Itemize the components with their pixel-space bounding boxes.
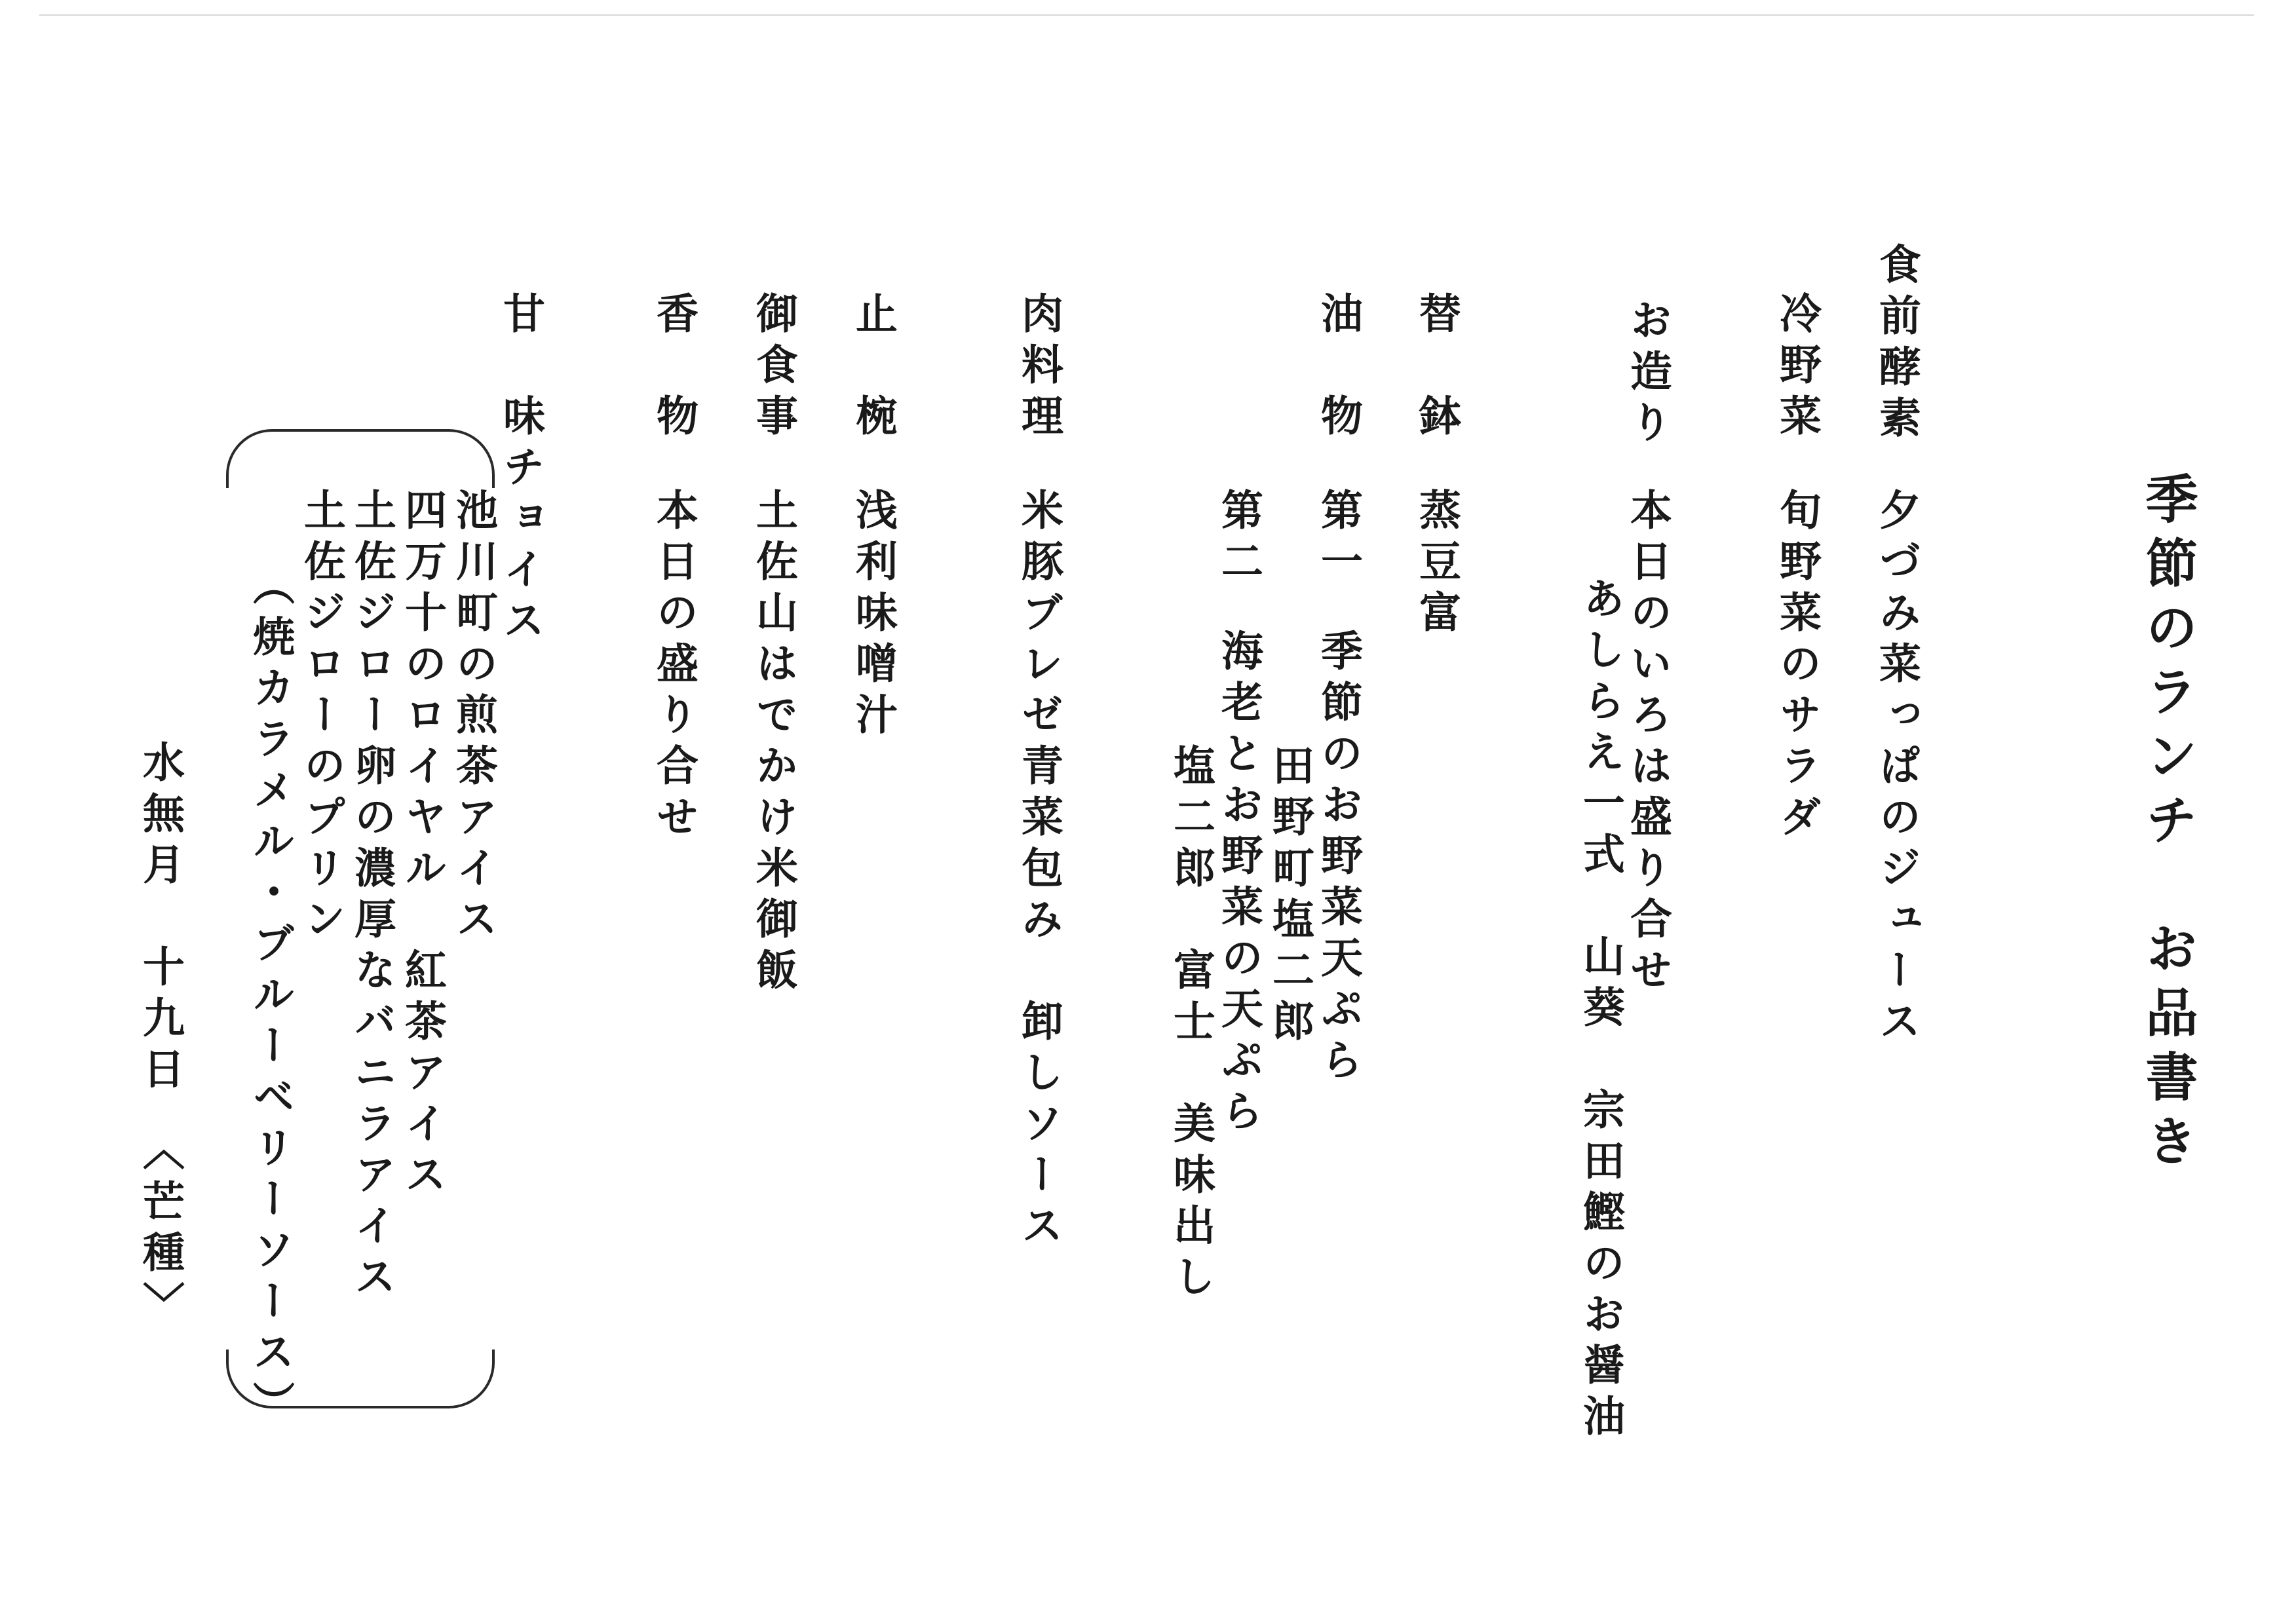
menu-date: 水無月 十九日 〈芒種〉 [136, 740, 185, 1332]
course-dish-salad: 旬野菜のサラダ [1772, 488, 1822, 846]
course-dish-sashimi-1: 本日のいろは盛り合せ [1623, 488, 1672, 999]
menu-title: 季節のランチ お品書き [2137, 472, 2198, 1178]
dessert-choice-2: 四万十のロイヤル 紅茶アイス [398, 488, 447, 1203]
fried-second-label: 第二 [1214, 488, 1263, 590]
course-label-sashimi: お造り [1623, 298, 1672, 451]
course-label-soup: 止 椀 [849, 292, 898, 445]
course-label-meat: 肉料理 [1014, 292, 1063, 445]
course-label-pickles: 香 物 [649, 292, 698, 445]
dessert-choice-3: 土佐ジロー卵の濃厚なバニラアイス [347, 488, 396, 1306]
fried-second-dish: 海老とお野菜の天ぷら [1214, 629, 1263, 1140]
course-label-fried: 油 物 [1314, 292, 1363, 445]
course-dish-kaebachi: 蒸豆富 [1412, 488, 1461, 641]
course-label-dessert: 甘 味チョイス [496, 292, 545, 649]
course-dish-sashimi-2: あしらえ一式 山葵 宗田鰹のお醤油 [1576, 576, 1625, 1445]
fried-first-dish: 季節のお野菜天ぷら [1314, 629, 1363, 1089]
dessert-choice-1: 池川町の煎茶アイス [449, 488, 498, 948]
fried-first-origin: 田野町塩二郎 [1265, 744, 1314, 1050]
fried-second-note: 塩二郎 富士 美味出し [1166, 744, 1215, 1306]
course-label-salad: 冷野菜 [1772, 292, 1822, 445]
course-dish-soup: 浅利味噌汁 [849, 488, 898, 744]
dessert-bracket-bottom [226, 1350, 495, 1408]
fried-first-label: 第一 [1314, 488, 1363, 590]
scan-edge-line [39, 14, 2254, 16]
course-label-kaebachi: 替 鉢 [1412, 292, 1461, 445]
course-dish-aperitif: 夕づみ菜っぱのジュース [1872, 488, 1921, 1050]
course-dish-pickles: 本日の盛り合せ [649, 488, 698, 846]
course-dish-rice: 土佐山はでかけ米御飯 [749, 488, 798, 999]
course-dish-meat: 米豚ブレゼ青菜包み 卸しソース [1014, 488, 1063, 1255]
dessert-bracket-top [226, 429, 495, 488]
dessert-choice-5: （焼カラメル・ブルーベリーソース） [246, 563, 295, 1432]
course-label-rice: 御食事 [749, 292, 798, 445]
course-label-aperitif: 食前酵素 [1872, 242, 1921, 447]
dessert-choice-4: 土佐ジローのプリン [297, 488, 346, 948]
